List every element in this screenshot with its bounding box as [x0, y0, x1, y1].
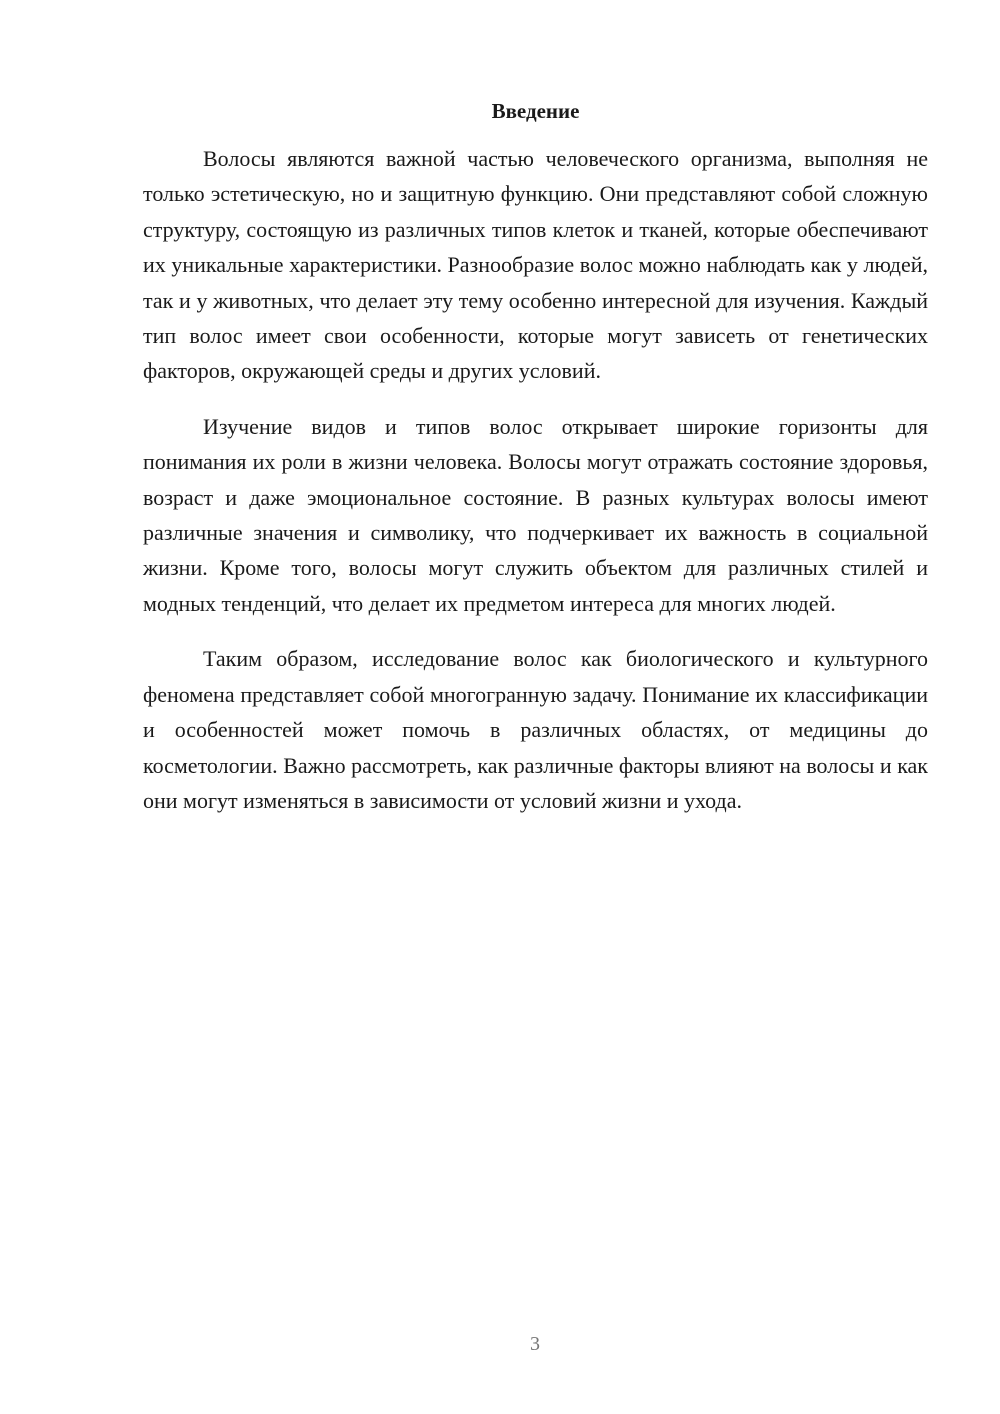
body-text	[143, 141, 928, 838]
paragraph-2: Изучение видов и типов волос открывает широкие горизонты для понимания их роли в жизни человека. Волосы могут отражать состояние здоровья, возраст и даже эмоциональное состояние. В разных культурах волосы имеют различные значения и символику, что подчеркивает их важность в социальной жизни. Кроме того, волосы могут служить объектом для различных стилей и модных тенденций, что делает их предметом интереса для многих людей.	[143, 413, 928, 616]
page-number: 3	[530, 1333, 540, 1355]
paragraph-3: Таким образом, исследование волос как биологического и культурного феномена представляет собой многогранную задачу. Понимание их классификации и особенностей может помочь в различных областях, от медицины до косметологии. Важно рассмотреть, как различные факторы влияют на волосы и как они могут изменяться в зависимости от условий жизни и ухода.	[143, 646, 928, 813]
paragraph-1: Волосы являются важной частью человеческого организма, выполняя не только эстетическую, но и защитную функцию. Они представляют собой сложную структуру, состоящую из различных типов клеток и тканей, которые обеспечивают их уникальные характеристики. Разнообразие волос можно наблюдать как у людей, так и у животных, что делает эту тему особенно интересной для изучения. Каждый тип волос имеет свои особенности, которые могут зависеть от генетических факторов, окружающей среды и других условий.	[143, 146, 928, 384]
section-title: Введение	[491, 99, 580, 123]
